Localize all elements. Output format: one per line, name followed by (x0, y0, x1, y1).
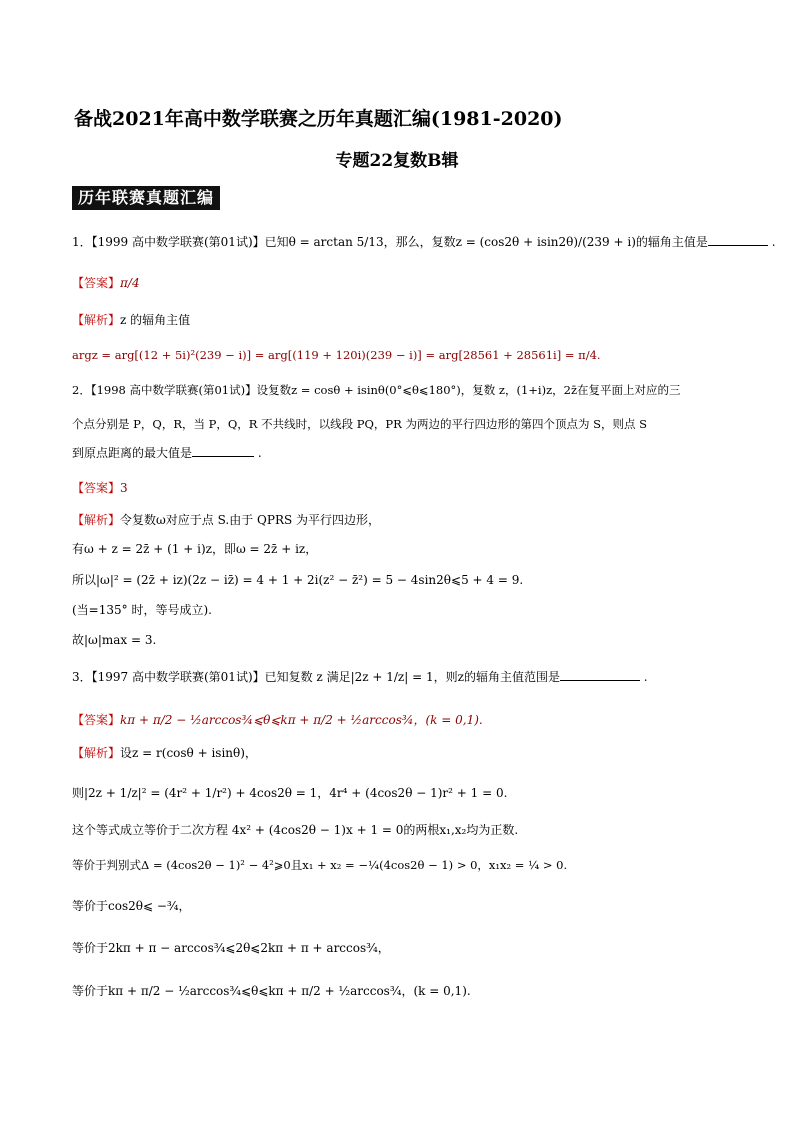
q3-step3: 等价于判别式Δ = (4cos2θ − 1)² − 4²⩾0且x₁ + x₂ = −¼(4cos2θ − 1) > 0，x₁x₂ = ¼ > 0. (72, 858, 568, 872)
q1-analysis: 【解析】z 的辐角主值 (72, 313, 191, 327)
section-banner: 历年联赛真题汇编 (72, 186, 220, 210)
q2-step3: (当=135° 时，等号成立). (72, 603, 212, 617)
q2-analysis: 【解析】令复数ω对应于点 S.由于 QPRS 为平行四边形， (72, 513, 381, 527)
q3-step4: 等价于cos2θ⩽ −¾， (72, 899, 191, 913)
q1-calc: argz = arg[(12 + 5i)²(239 − i)] = arg[(119 + 120i)(239 − i)] = arg[28561 + 28561i] = π/4. (72, 348, 601, 362)
q3-answer: 【答案】kπ + π/2 − ½arccos¾⩽θ⩽kπ + π/2 + ½arccos¾，(k = 0,1). (72, 713, 483, 727)
q2-stem-line3: 到原点距离的最大值是 . (72, 446, 262, 460)
q3-stem: 3．【1997 高中数学联赛(第01试)】已知复数 z 满足|2z + 1/z| = 1，则z的辐角主值范围是 . (72, 670, 648, 684)
q2-stem-line2: 个点分别是 P，Q，R，当 P，Q，R 不共线时，以线段 PQ，PR 为两边的平行四边形的第四个顶点为 S，则点 S (72, 417, 648, 431)
q3-step5: 等价于2kπ + π − arccos¾⩽2θ⩽2kπ + π + arccos¾， (72, 941, 390, 955)
q2-answer-blank (192, 456, 254, 457)
q3-analysis: 【解析】设z = r(cosθ + isinθ)， (72, 746, 257, 760)
document-subtitle: 专题22复数B辑 (335, 151, 459, 171)
q2-step4: 故|ω|max = 3. (72, 633, 157, 647)
q3-answer-blank (560, 680, 640, 681)
q3-step1: 则|2z + 1/z|² = (4r² + 1/r²) + 4cos2θ = 1，4r⁴ + (4cos2θ − 1)r² + 1 = 0. (72, 786, 508, 800)
q1-answer: 【答案】π/4 (72, 276, 140, 290)
q2-step1: 有ω + z = 2z̄ + (1 + i)z，即ω = 2z̄ + iz， (72, 542, 318, 556)
document-title: 备战2021年高中数学联赛之历年真题汇编(1981-2020) (74, 108, 563, 130)
q3-step2: 这个等式成立等价于二次方程 4x² + (4cos2θ − 1)x + 1 = 0的两根x₁,x₂均为正数. (72, 823, 519, 837)
q1-stem: 1．【1999 高中数学联赛(第01试)】已知θ = arctan 5/13，那么，复数z = (cos2θ + isin2θ)/(239 + i)的辐角主值是 . (72, 235, 776, 249)
q3-step6: 等价于kπ + π/2 − ½arccos¾⩽θ⩽kπ + π/2 + ½arccos¾，(k = 0,1). (72, 984, 471, 998)
q2-stem-line1: 2．【1998 高中数学联赛(第01试)】设复数z = cosθ + isinθ(0°⩽θ⩽180°)，复数 z，(1+i)z，2z̄在复平面上对应的三 (72, 383, 681, 397)
q1-answer-blank (708, 245, 768, 246)
q2-answer: 【答案】3 (72, 481, 128, 495)
q2-step2: 所以|ω|² = (2z̄ + iz)(2z − iz̄) = 4 + 1 + 2i(z² − z̄²) = 5 − 4sin2θ⩽5 + 4 = 9. (72, 573, 524, 587)
